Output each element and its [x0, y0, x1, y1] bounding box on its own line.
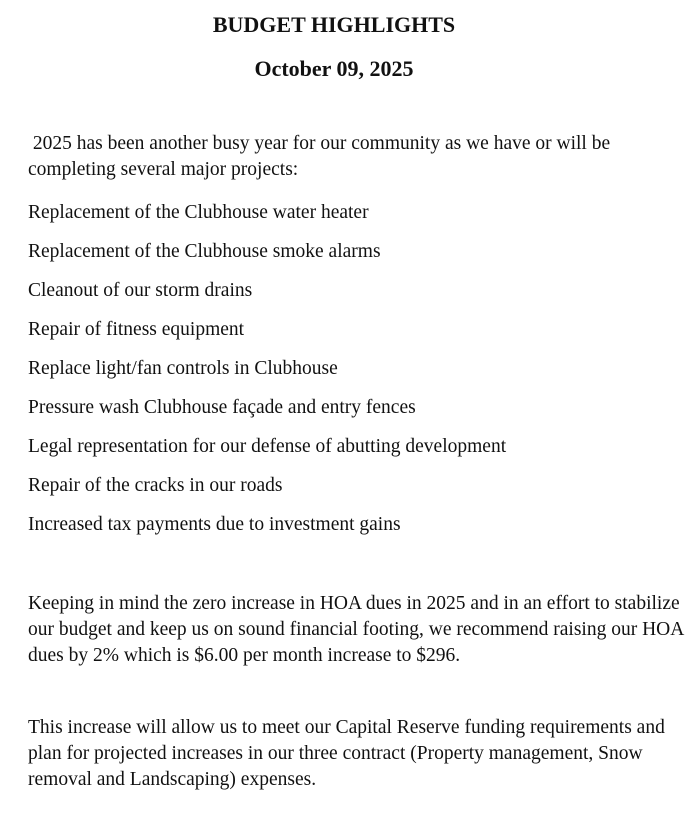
rationale-paragraph: This increase will allow us to meet our Capital Reserve funding requirements and plan for projected increases in our three contract (Property management, Snow removal and Landscaping) expenses. — [28, 717, 665, 790]
project-item: Replace light/fan controls in Clubhouse — [28, 358, 338, 379]
project-item: Replacement of the Clubhouse smoke alarms — [28, 241, 381, 262]
project-list — [28, 200, 506, 551]
document-date: October 09, 2025 — [254, 56, 414, 81]
project-item: Increased tax payments due to investment gains — [28, 514, 401, 535]
project-item: Repair of the cracks in our roads — [28, 475, 283, 496]
project-item: Pressure wash Clubhouse façade and entry fences — [28, 397, 416, 418]
project-item: Cleanout of our storm drains — [28, 280, 253, 301]
project-item: Replacement of the Clubhouse water heater — [28, 202, 369, 223]
intro-paragraph: 2025 has been another busy year for our community as we have or will be completing several major projects: — [28, 133, 615, 180]
recommendation-paragraph: Keeping in mind the zero increase in HOA dues in 2025 and in an effort to stabilize our budget and keep us on sound financial footing, we recommend raising our HOA dues by 2% which is $6.00 per month increase to $296. — [28, 593, 684, 666]
project-item: Repair of fitness equipment — [28, 319, 245, 340]
document-title: BUDGET HIGHLIGHTS — [212, 12, 456, 37]
project-item: Legal representation for our defense of abutting development — [28, 436, 507, 457]
